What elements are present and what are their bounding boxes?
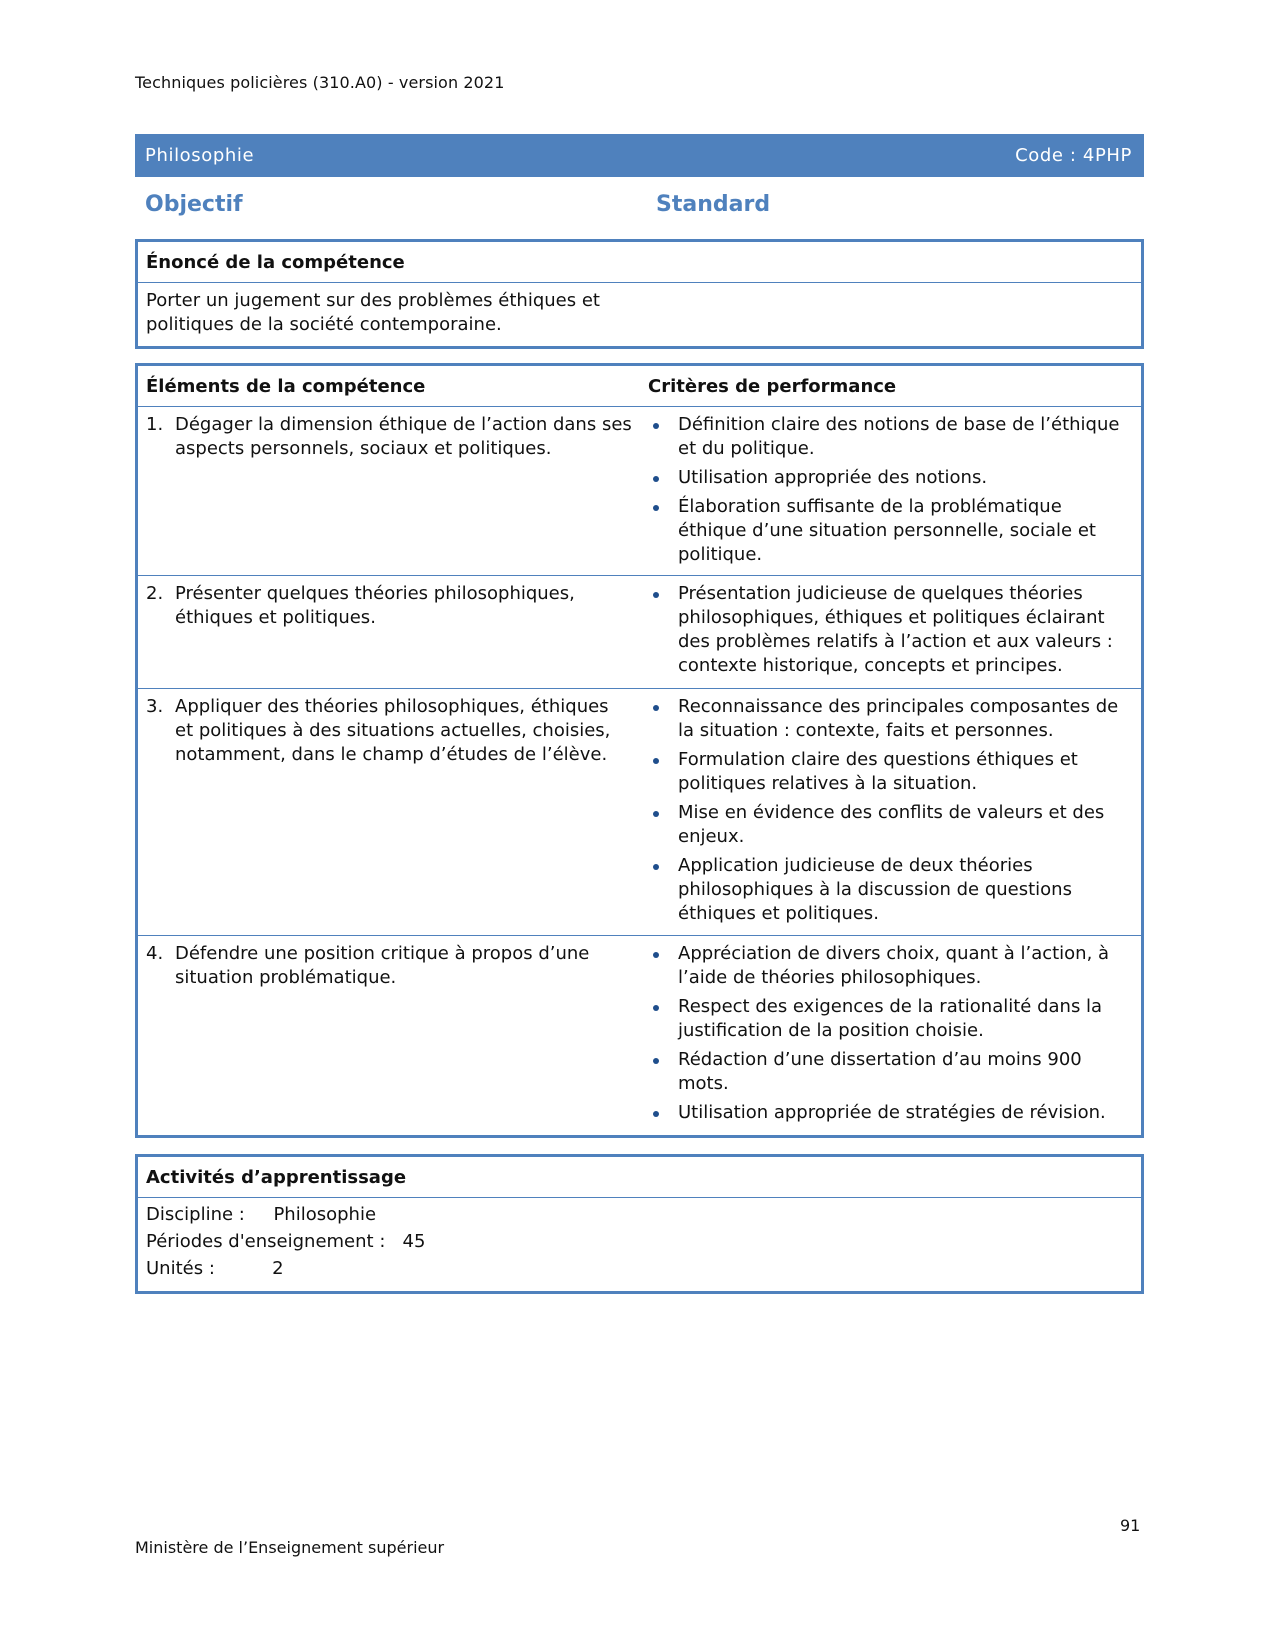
discipline-value: Philosophie [273, 1204, 377, 1225]
criterion: Présentation judicieuse de quelques théories philosophiques, éthiques et politiques éclairant des problèmes relatifs à l’action et aux valeurs : contexte historique, concepts et principes. [648, 582, 1133, 678]
table-row [138, 407, 1141, 576]
bullet-icon [648, 495, 678, 567]
page-number: 91 [1120, 1516, 1141, 1535]
criterion: Application judicieuse de deux théories philosophiques à la discussion de questions éthiques et politiques. [648, 854, 1133, 926]
discipline-label: Discipline : [146, 1204, 274, 1225]
periodes-label: Périodes d'enseignement : [146, 1231, 403, 1252]
criteria-list [640, 407, 1141, 575]
criterion: Rédaction d’une dissertation d’au moins 900 mots. [648, 1048, 1133, 1096]
running-footer: Ministère de l’Enseignement supérieur [135, 1538, 445, 1557]
element-number: 3. [146, 696, 164, 717]
element-number: 4. [146, 943, 164, 964]
criterion: Utilisation appropriée des notions. [648, 466, 1133, 490]
unites-line [146, 1255, 1133, 1282]
column-titles [135, 190, 1144, 226]
competence-table [135, 363, 1144, 1138]
criteria-list [640, 576, 1141, 688]
criterion: Définition claire des notions de base de l’éthique et du politique. [648, 413, 1133, 461]
periodes-line [146, 1228, 1133, 1255]
periodes-value: 45 [402, 1231, 426, 1252]
element-number: 1. [146, 414, 164, 435]
course-title-bar [135, 134, 1144, 177]
criterion: Appréciation de divers choix, quant à l’action, à l’aide de théories philosophiques. [648, 942, 1133, 990]
enonce-box [135, 239, 1144, 349]
table-row [138, 689, 1141, 936]
bullet-icon [648, 466, 678, 490]
criteria-list [640, 936, 1141, 1129]
criterion: Respect des exigences de la rationalité dans la justification de la position choisie. [648, 995, 1133, 1043]
element-number: 2. [146, 583, 164, 604]
unites-label: Unités : [146, 1258, 273, 1279]
bullet-icon [648, 582, 678, 678]
activites-title: Activités d’apprentissage [138, 1157, 1141, 1198]
criteria-header: Critères de performance [648, 376, 897, 397]
element-cell [138, 936, 640, 1129]
bullet-icon [648, 1048, 678, 1096]
objective-heading: Objectif [145, 192, 243, 217]
bullet-icon [648, 995, 678, 1043]
bullet-icon [648, 854, 678, 926]
standard-heading: Standard [656, 192, 771, 217]
bullet-icon [648, 1101, 678, 1125]
course-code: Code : 4PHP [1015, 145, 1132, 166]
criterion: Mise en évidence des conflits de valeurs et des enjeux. [648, 801, 1133, 849]
element-cell [138, 407, 640, 575]
criterion: Utilisation appropriée de stratégies de révision. [648, 1101, 1133, 1125]
criterion: Élaboration suffisante de la problématique éthique d’une situation personnelle, sociale et politique. [648, 495, 1133, 567]
bullet-icon [648, 748, 678, 796]
activites-body [138, 1198, 1141, 1286]
criteria-list [640, 689, 1141, 935]
table-row [138, 936, 1141, 1129]
element-text: Présenter quelques théories philosophiques, éthiques et politiques. [175, 583, 575, 628]
bullet-icon [648, 413, 678, 461]
element-cell [138, 576, 640, 688]
bullet-icon [648, 801, 678, 849]
element-text: Appliquer des théories philosophiques, éthiques et politiques à des situations actuelles, choisies, notamment, dans le champ d’études de l’élève. [175, 696, 611, 765]
activites-box [135, 1154, 1144, 1294]
elements-header: Éléments de la compétence [146, 376, 426, 397]
enonce-text: Porter un jugement sur des problèmes éthiques et politiques de la société contemporaine. [146, 290, 600, 335]
element-text: Défendre une position critique à propos d’une situation problématique. [175, 943, 590, 988]
element-cell [138, 689, 640, 935]
element-text: Dégager la dimension éthique de l’action dans ses aspects personnels, sociaux et politiques. [175, 414, 632, 459]
discipline-line [146, 1201, 1133, 1228]
enonce-title: Énoncé de la compétence [138, 242, 1141, 283]
table-row [138, 576, 1141, 689]
unites-value: 2 [272, 1258, 284, 1279]
bullet-icon [648, 695, 678, 743]
running-header: Techniques policières (310.A0) - version 2021 [135, 73, 505, 92]
criterion: Formulation claire des questions éthiques et politiques relatives à la situation. [648, 748, 1133, 796]
criterion: Reconnaissance des principales composantes de la situation : contexte, faits et personnes. [648, 695, 1133, 743]
bullet-icon [648, 942, 678, 990]
table-header-row [138, 366, 1141, 407]
course-subject: Philosophie [145, 145, 255, 166]
